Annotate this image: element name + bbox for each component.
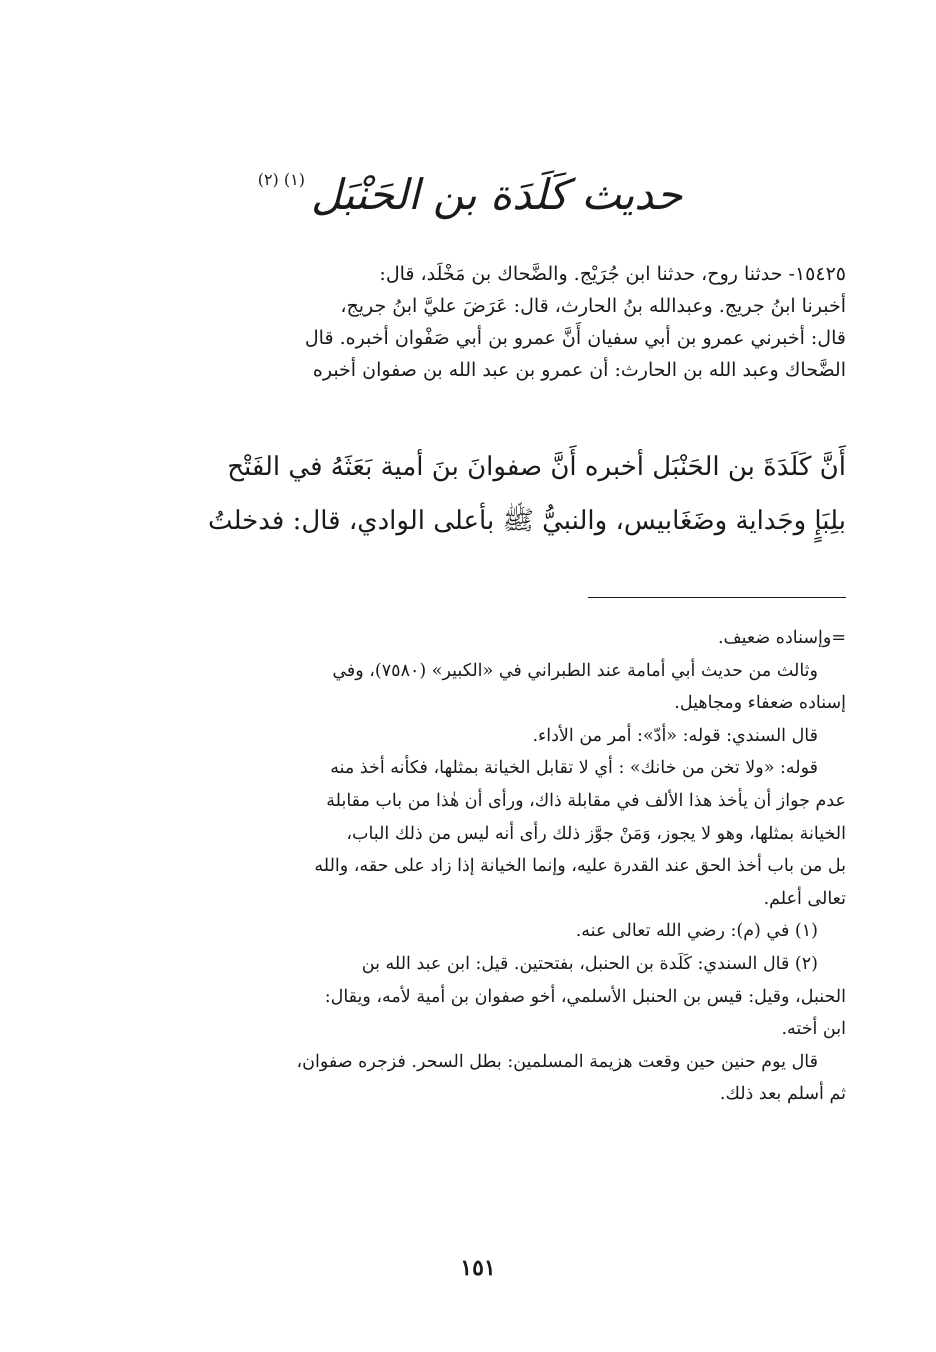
footnote-line: الحنبل، وقيل: قيس بن الحنبل الأسلمي، أخو صفوان بن أمية لأمه، ويقال:: [324, 986, 846, 1007]
footnote-line: وثالث من حديث أبي أمامة عند الطبراني في «الكبير» (٧٥٨٠)، وفي: [332, 660, 818, 681]
page-number: ١٥١: [460, 1255, 496, 1281]
isnad-line: الضَّحاك وعبد الله بن الحارث: أن عمرو بن عبد الله بن صفوان أخبره: [312, 359, 846, 381]
footnote-line: (١) في (م): رضي الله تعالى عنه.: [575, 921, 818, 942]
chapter-title-text: حديث كَلَدَة بن الحَنْبَل: [310, 170, 683, 219]
title-footnote-markers: (١) (٢): [257, 169, 305, 189]
isnad-line: ١٥٤٢٥- حدثنا روح، حدثنا ابن جُرَيْج. والضَّحاك بن مَخْلَد، قال:: [379, 263, 846, 285]
footnote-line: قوله: «ولا تخن من خانك» : أي لا تقابل الخيانة بمثلها، فكأنه أخذ منه: [330, 758, 818, 779]
footnote-line: قال يوم حنين حين وقعت هزيمة المسلمين: بطل السحر. فزجره صفوان،: [296, 1051, 818, 1072]
isnad-block: [160, 258, 846, 386]
footnote-line: إسناده ضعفاء ومجاهيل.: [674, 693, 846, 714]
isnad-line: قال: أخبرني عمرو بن أبي سفيان أَنَّ عمرو بن أبي صَفْوان أخبره. قال: [304, 327, 846, 349]
footnote-line: (٢) قال السندي: كَلَدة بن الحنبل، بفتحتين. قيل: ابن عبد الله بن: [361, 953, 818, 974]
footnote-line: عدم جواز أن يأخذ هذا الألف في مقابلة ذاك، ورأى أن هٰذا من باب مقابلة: [326, 790, 846, 811]
footnotes: [140, 622, 846, 1111]
footnote-line: بل من باب أخذ الحق عند القدرة عليه، وإنما الخيانة إذا زاد على حقه، والله: [314, 856, 846, 877]
isnad-line: أخبرنا ابنُ جريج. وعبدالله بنُ الحارث، قال: عَرَضَ عليَّ ابنُ جريج،: [340, 295, 846, 317]
footnote-line: ابن أخته.: [781, 1019, 846, 1040]
chapter-title: [250, 160, 690, 230]
hadith-line: بلِبَإٍ وجَداية وضَغَابيس، والنبيُّ ﷺ بأعلى الوادي، قال: فدخلتُ: [208, 506, 846, 536]
hadith-text: [135, 440, 846, 548]
footnote-line: الخيانة بمثلها، وهو لا يجوز، وَمَنْ جوَّز ذلك رأى أنه ليس من ذلك الباب،: [346, 823, 846, 844]
footnote-line: تعالى أعلم.: [763, 888, 846, 909]
footnote-line: ثم أسلم بعد ذلك.: [719, 1084, 846, 1105]
footnote-separator: [588, 597, 846, 598]
footnote-line: =وإسناده ضعيف.: [717, 628, 846, 648]
footnote-line: قال السندي: قوله: «أدّ»: أمر من الأداء.: [532, 725, 818, 746]
hadith-line: أَنَّ كَلَدَةَ بن الحَنْبَل أخبره أَنَّ صفوانَ بنَ أمية بَعَثَهُ في الفَتْح: [227, 452, 846, 482]
